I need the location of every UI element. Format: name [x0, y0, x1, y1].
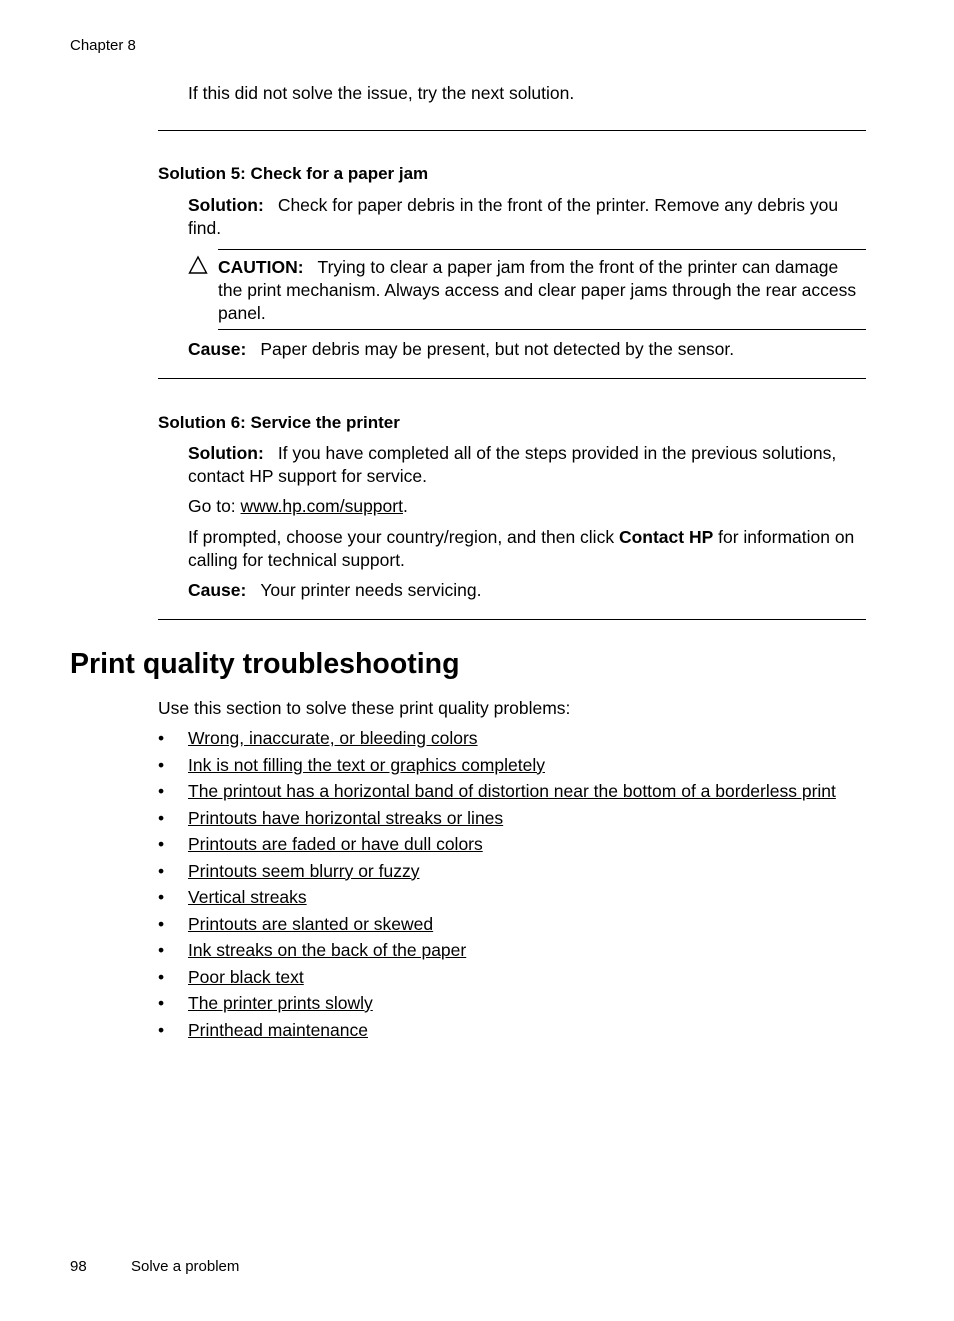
problem-link[interactable]: Printouts seem blurry or fuzzy [188, 860, 420, 881]
cause-text: Your printer needs servicing. [260, 580, 482, 600]
caution-text: Trying to clear a paper jam from the front of the printer can damage the print mechanism. Always access and clear paper jams through the rear access panel. [218, 257, 857, 323]
problem-link[interactable]: Ink streaks on the back of the paper [188, 940, 467, 960]
problem-link[interactable]: Printouts have horizontal streaks or lines [188, 807, 504, 828]
prompt-suffix: for information on calling for technical support. [188, 527, 855, 570]
caution-top-rule [218, 249, 866, 250]
list-item [158, 807, 878, 834]
list-item [158, 939, 878, 966]
list-item [158, 780, 878, 807]
section-intro: Use this section to solve these print quality problems: [158, 698, 571, 718]
solution6-title: Solution 6: Service the printer [158, 413, 400, 432]
list-item [158, 727, 878, 754]
bullet: • [158, 728, 165, 748]
caution-label: CAUTION: [218, 257, 304, 277]
bullet: • [158, 940, 165, 960]
bullet: • [158, 966, 165, 987]
cause-label: Cause: [188, 580, 247, 600]
caution-bottom-rule [218, 329, 866, 330]
solution-label: Solution: [188, 195, 264, 215]
contact-hp-label: Contact HP [618, 527, 714, 547]
solution6-solution [188, 442, 866, 488]
solution5-cause [188, 338, 866, 361]
section-title: Print quality troubleshooting [70, 648, 460, 680]
list-item [158, 1019, 878, 1046]
cause-label: Cause: [188, 339, 247, 359]
bullet: • [158, 1019, 165, 1040]
goto-line [188, 495, 408, 518]
caution-note [218, 256, 866, 325]
solution-text: Check for paper debris in the front of the printer. Remove any debris you find. [188, 195, 839, 238]
divider [158, 619, 866, 620]
footer-section-name: Solve a problem [131, 1258, 240, 1275]
problem-link[interactable]: The printer prints slowly [188, 993, 373, 1013]
bullet: • [158, 807, 165, 828]
bullet: • [158, 913, 165, 934]
divider [158, 378, 866, 379]
list-item [158, 754, 878, 781]
list-item [158, 913, 878, 940]
solution-text: If you have completed all of the steps provided in the previous solutions, contact HP support for service. [188, 443, 837, 486]
page-number: 98 [70, 1258, 87, 1275]
divider [158, 130, 866, 131]
solution6-cause [188, 579, 866, 602]
bullet: • [158, 993, 165, 1013]
intro-text: If this did not solve the issue, try the next solution. [188, 83, 575, 103]
list-item [158, 886, 878, 913]
hp-support-link[interactable]: www.hp.com/support [240, 496, 403, 516]
list-item [158, 833, 878, 860]
bullet: • [158, 754, 165, 775]
list-item [158, 966, 878, 993]
solution5-title: Solution 5: Check for a paper jam [158, 164, 429, 183]
solution5-solution [188, 194, 866, 240]
bullet: • [158, 781, 165, 801]
goto-prefix: Go to: [188, 496, 241, 516]
prompt-text [188, 526, 866, 572]
bullet: • [158, 834, 165, 854]
problem-link[interactable]: Vertical streaks [188, 887, 307, 907]
problem-link[interactable]: The printout has a horizontal band of distortion near the bottom of a borderless print [188, 781, 836, 801]
list-item [158, 860, 878, 887]
cause-text: Paper debris may be present, but not detected by the sensor. [260, 339, 735, 359]
problem-link[interactable]: Wrong, inaccurate, or bleeding colors [188, 728, 478, 748]
warning-triangle-icon [188, 255, 208, 275]
problem-link[interactable]: Printouts are slanted or skewed [188, 913, 434, 934]
bullet: • [158, 887, 165, 907]
problem-link[interactable]: Printhead maintenance [188, 1019, 368, 1040]
solution-label: Solution: [188, 443, 264, 463]
bullet: • [158, 860, 165, 881]
problem-link[interactable]: Ink is not filling the text or graphics completely [188, 754, 545, 775]
list-item [158, 992, 878, 1019]
chapter-header: Chapter 8 [70, 37, 136, 54]
problem-list [158, 727, 878, 1045]
goto-suffix: . [402, 496, 408, 516]
problem-link[interactable]: Poor black text [188, 966, 304, 987]
prompt-prefix: If prompted, choose your country/region, and then click [188, 527, 619, 547]
problem-link[interactable]: Printouts are faded or have dull colors [188, 834, 483, 854]
